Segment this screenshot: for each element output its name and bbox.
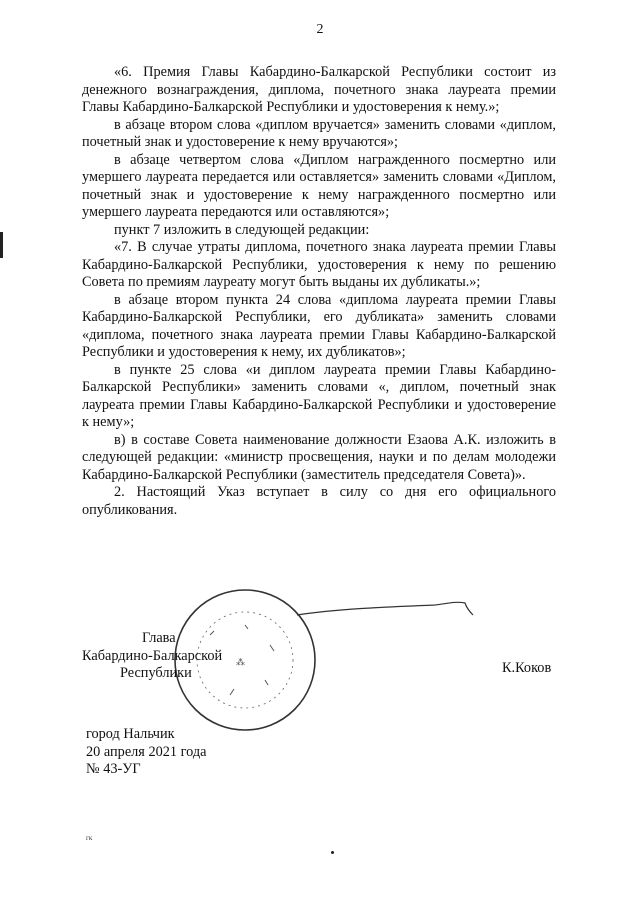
scan-dot <box>331 851 334 854</box>
svg-text:⁂: ⁂ <box>236 657 245 667</box>
footer-mark: гк <box>86 834 93 842</box>
date: 20 апреля 2021 года <box>86 743 207 760</box>
paragraph-7: в пункте 25 слова «и диплом лауреата премии Главы Кабардино-Балкарской Республики» заменить словами «, диплом, почетный знак лауреата премии Главы Кабардино-Балкарской Республики и удостоверение к нему»; <box>82 361 556 430</box>
decree-body <box>82 64 556 519</box>
signer-title-line3: Республики <box>120 665 192 681</box>
signature-block <box>82 630 222 683</box>
place-date-block <box>86 726 207 779</box>
margin-mark <box>0 232 3 258</box>
paragraph-6: в абзаце втором пункта 24 слова «диплома лауреата премии Главы Кабардино-Балкарской Республики, его дубликата» заменить словами «диплома, почетного знака лауреата премии Главы Кабардино-Балкарской Республики и удостоверения к нему, их дубликатов»; <box>82 291 556 360</box>
paragraph-3: в абзаце четвертом слова «Диплом награжденного посмертно или умершего лауреата передается или оставляется» заменить словами «Диплом, почетный знак и удостоверение к нему награжденного посмертно или умершего лауреата передаются или оставляются»; <box>82 151 556 220</box>
paragraph-2: в абзаце втором слова «диплом вручается» заменить словами «диплом, почетный знак и удостоверение к нему вручаются»; <box>82 116 556 150</box>
decree-number: № 43-УГ <box>86 761 141 777</box>
signer-name: К.Коков <box>502 660 552 676</box>
paragraph-1: «6. Премия Главы Кабардино-Балкарской Республики состоит из денежного вознаграждения, диплома, почетного знака лауреата премии Главы Кабардино-Балкарской Республики и удостоверения к нему.»; <box>82 64 556 115</box>
paragraph-5: «7. В случае утраты диплома, почетного знака лауреата премии Главы Кабардино-Балкарской Республики, удостоверения к нему по решению Совета по премиям лауреату могут быть выданы их дубликаты.»; <box>82 239 556 290</box>
paragraph-8: в) в составе Совета наименование должности Езаова А.К. изложить в следующей редакции: «министр просвещения, науки и по делам молодежи Кабардино-Балкарской Республики (заместитель председателя Совета)». <box>82 431 556 483</box>
paragraph-4: пункт 7 изложить в следующей редакции: <box>114 221 370 238</box>
page-number: 2 <box>316 22 324 37</box>
handwritten-signature <box>295 595 475 625</box>
signer-title-line1: Глава <box>142 630 176 646</box>
city: город Нальчик <box>86 726 175 742</box>
paragraph-9: 2. Настоящий Указ вступает в силу со дня его официального опубликования. <box>82 484 556 518</box>
signer-title-line2: Кабардино-Балкарской <box>82 647 223 664</box>
